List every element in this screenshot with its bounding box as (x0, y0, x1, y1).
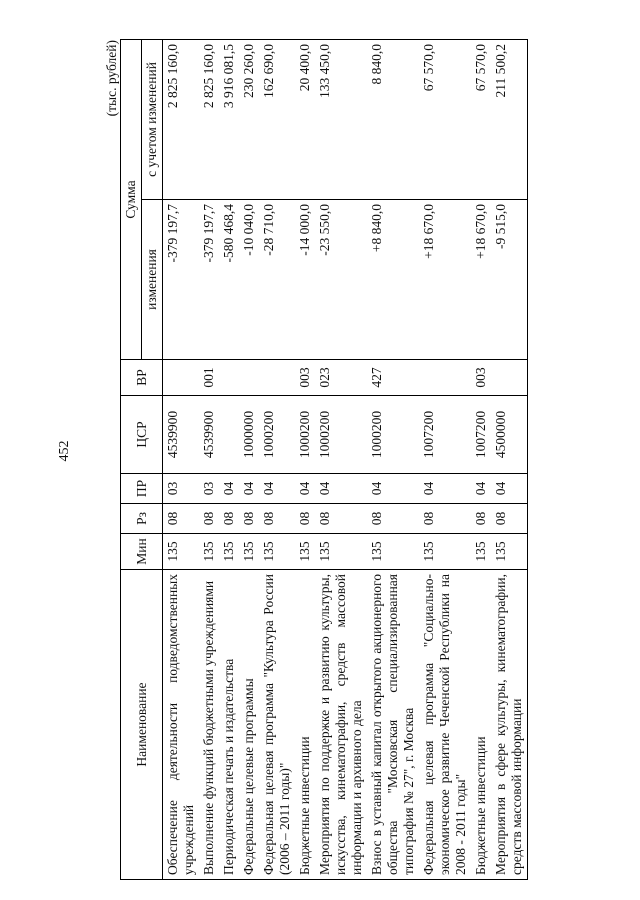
cell-csr: 1007200 (471, 396, 491, 474)
cell-rz: 08 (419, 504, 471, 534)
table-row (491, 39, 528, 879)
cell-vr (163, 360, 200, 396)
cell-pr: 04 (419, 474, 471, 504)
cell-min: 135 (219, 534, 239, 570)
header-sum: Сумма (121, 39, 142, 359)
cell-rz: 08 (491, 504, 528, 534)
cell-min: 135 (471, 534, 491, 570)
table-row (163, 39, 200, 879)
cell-name: Обеспечение деятельности подведомственных учреждений (163, 570, 200, 880)
cell-pr: 03 (163, 474, 200, 504)
cell-min: 135 (259, 534, 295, 570)
cell-rz: 08 (471, 504, 491, 534)
cell-min: 135 (295, 534, 315, 570)
cell-pr: 04 (219, 474, 239, 504)
table-row (419, 39, 471, 879)
cell-vr: 427 (367, 360, 419, 396)
cell-csr: 4500000 (491, 396, 528, 474)
cell-csr: 1000200 (315, 396, 367, 474)
cell-change: +18 670,0 (471, 200, 491, 360)
cell-rz: 08 (367, 504, 419, 534)
cell-csr (219, 396, 239, 474)
cell-name: Взнос в уставный капитал открытого акционерного общества "Московская специализированная типография № 27", г. Москва (367, 570, 419, 880)
cell-vr: 003 (295, 360, 315, 396)
cell-change: +8 840,0 (367, 200, 419, 360)
cell-change: -23 550,0 (315, 200, 367, 360)
header-min: Мин (121, 534, 163, 570)
cell-total: 211 500,2 (491, 39, 528, 199)
rotated-page (100, 40, 600, 880)
header-name: Наименование (121, 570, 163, 880)
cell-pr: 04 (367, 474, 419, 504)
cell-min: 135 (491, 534, 528, 570)
cell-vr: 023 (315, 360, 367, 396)
cell-name: Бюджетные инвестиции (471, 570, 491, 880)
cell-name: Периодическая печать и издательства (219, 570, 239, 880)
cell-rz: 08 (315, 504, 367, 534)
cell-total: 8 840,0 (367, 39, 419, 199)
cell-total: 2 825 160,0 (163, 39, 200, 199)
cell-name: Мероприятия по поддержке и развитию культуры, искусства, кинематографии, средств массовой информации и архивного дела (315, 570, 367, 880)
cell-csr: 4539900 (163, 396, 200, 474)
cell-change: -10 040,0 (239, 200, 259, 360)
table-row (239, 39, 259, 879)
cell-name: Бюджетные инвестиции (295, 570, 315, 880)
cell-total: 3 916 081,5 (219, 39, 239, 199)
cell-vr (239, 360, 259, 396)
cell-csr: 1000200 (367, 396, 419, 474)
cell-name: Федеральная целевая программа "Социально-экономическое развитие Чеченской Республики на 2008 - 2011 годы" (419, 570, 471, 880)
cell-csr: 1007200 (419, 396, 471, 474)
units-label: (тыс. рублей) (104, 40, 119, 117)
cell-min: 135 (239, 534, 259, 570)
cell-total: 2 825 160,0 (199, 39, 219, 199)
cell-pr: 04 (471, 474, 491, 504)
cell-total: 67 570,0 (471, 39, 491, 199)
header-row (121, 39, 142, 879)
cell-min: 135 (419, 534, 471, 570)
cell-pr: 04 (239, 474, 259, 504)
table-row (259, 39, 295, 879)
header-with-change: с учетом изменений (142, 39, 163, 199)
cell-name: Выполнение функций бюджетными учреждениями (199, 570, 219, 880)
cell-min: 135 (315, 534, 367, 570)
cell-min: 135 (163, 534, 200, 570)
cell-pr: 04 (259, 474, 295, 504)
cell-change: -28 710,0 (259, 200, 295, 360)
cell-name: Федеральные целевые программы (239, 570, 259, 880)
cell-total: 133 450,0 (315, 39, 367, 199)
cell-csr: 1000200 (295, 396, 315, 474)
header-pr: ПР (121, 474, 163, 504)
cell-pr: 04 (491, 474, 528, 504)
cell-rz: 08 (259, 504, 295, 534)
cell-rz: 08 (239, 504, 259, 534)
cell-rz: 08 (219, 504, 239, 534)
cell-total: 230 260,0 (239, 39, 259, 199)
cell-csr: 1000200 (259, 396, 295, 474)
cell-vr (259, 360, 295, 396)
cell-vr (419, 360, 471, 396)
table-row (295, 39, 315, 879)
cell-pr: 04 (315, 474, 367, 504)
cell-total: 67 570,0 (419, 39, 471, 199)
cell-vr (491, 360, 528, 396)
cell-name: Мероприятия в сфере культуры, кинематографии, средств массовой информации (491, 570, 528, 880)
cell-change: -379 197,7 (199, 200, 219, 360)
cell-total: 20 400,0 (295, 39, 315, 199)
cell-change: -379 197,7 (163, 200, 200, 360)
cell-rz: 08 (163, 504, 200, 534)
cell-min: 135 (367, 534, 419, 570)
cell-min: 135 (199, 534, 219, 570)
cell-vr: 003 (471, 360, 491, 396)
cell-total: 162 690,0 (259, 39, 295, 199)
table-row (471, 39, 491, 879)
cell-change: +18 670,0 (419, 200, 471, 360)
table-body (163, 39, 528, 879)
cell-csr: 4539900 (199, 396, 219, 474)
cell-change: -14 000,0 (295, 200, 315, 360)
cell-vr (219, 360, 239, 396)
header-vr: ВР (121, 360, 163, 396)
cell-vr: 001 (199, 360, 219, 396)
cell-change: -580 468,4 (219, 200, 239, 360)
header-change: изменения (142, 200, 163, 360)
cell-rz: 08 (295, 504, 315, 534)
budget-table (120, 39, 528, 880)
cell-change: -9 515,0 (491, 200, 528, 360)
table-row (199, 39, 219, 879)
table-row (367, 39, 419, 879)
cell-pr: 04 (295, 474, 315, 504)
table-row (219, 39, 239, 879)
cell-rz: 08 (199, 504, 219, 534)
header-rz: Рз (121, 504, 163, 534)
cell-name: Федеральная целевая программа "Культура России (2006 – 2011 годы)" (259, 570, 295, 880)
cell-pr: 03 (199, 474, 219, 504)
cell-csr: 1000000 (239, 396, 259, 474)
header-csr: ЦСР (121, 396, 163, 474)
table-row (315, 39, 367, 879)
page-number: 452 (57, 440, 72, 462)
